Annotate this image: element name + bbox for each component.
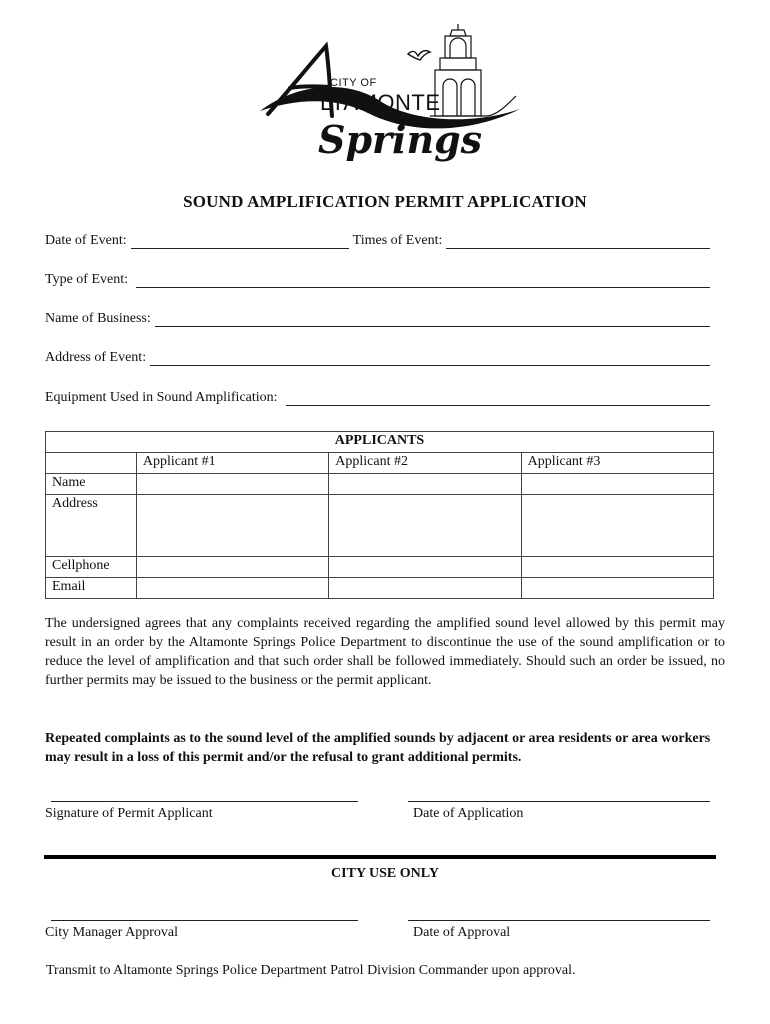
agreement-paragraph: The undersigned agrees that any complaints received regarding the amplified sound level allowed by this permit may result in an order by the Altamonte Springs Police Department to discontinue the use of the sound amplification or to reduce the level of amplification and that such order shall be followed immediately. Should such an order be issued, no further permits may be issued to the business or the permit applicant. [45,616,725,688]
applicant-1-address-cell[interactable] [136,495,328,557]
applicant-1-name-cell[interactable] [136,474,328,495]
name-of-business-row [45,311,710,327]
applicant-3-name-cell[interactable] [521,474,713,495]
applicant-3-email-cell[interactable] [521,578,713,599]
cellphone-row-label: Cellphone [46,557,137,578]
applicant-2-email-cell[interactable] [329,578,521,599]
type-of-event-field[interactable] [136,275,710,288]
address-of-event-field[interactable] [150,353,710,366]
applicant-2-address-cell[interactable] [329,495,521,557]
address-of-event-label: Address of Event: [45,350,147,365]
applicant-3-cellphone-cell[interactable] [521,557,713,578]
date-of-event-field[interactable] [131,236,349,249]
applicant-signature-label: Signature of Permit Applicant [45,806,213,821]
date-of-event-label: Date of Event: [45,233,127,248]
applicant-2-cellphone-cell[interactable] [329,557,521,578]
city-manager-approval-label: City Manager Approval [45,925,178,940]
table-row [46,474,714,495]
times-of-event-label: Times of Event: [352,233,443,248]
logo-city-of: CITY OF [330,77,377,89]
applicant-1-header: Applicant #1 [136,453,328,474]
section-divider [44,855,716,859]
equipment-row [45,390,710,406]
logo-springs: Springs [318,117,483,162]
type-of-event-label: Type of Event: [45,272,128,287]
event-date-row [45,233,710,249]
applicant-3-header: Applicant #3 [521,453,713,474]
applicant-1-cellphone-cell[interactable] [136,557,328,578]
times-of-event-field[interactable] [446,236,710,249]
application-date-label: Date of Application [413,806,524,821]
table-row [46,578,714,599]
applicant-1-email-cell[interactable] [136,578,328,599]
address-of-event-row [45,350,710,366]
name-row-label: Name [46,474,137,495]
city-use-heading: CITY USE ONLY [331,866,439,881]
table-row [46,557,714,578]
city-manager-approval-field[interactable] [51,919,358,921]
email-row-label: Email [46,578,137,599]
approval-date-label: Date of Approval [413,925,511,940]
applicant-2-header: Applicant #2 [329,453,521,474]
applicant-signature-field[interactable] [51,800,358,802]
address-row-label: Address [46,495,137,557]
warning-paragraph: Repeated complaints as to the sound level of the amplified sounds by adjacent or area residents or area workers may result in a loss of this permit and/or the refusal to grant additional permits. [45,731,711,765]
table-columns-row [46,453,714,474]
equipment-label: Equipment Used in Sound Amplification: [45,390,278,405]
bird-icon [408,51,430,60]
approval-date-field[interactable] [408,919,710,921]
applicant-3-address-cell[interactable] [521,495,713,557]
type-of-event-row [45,272,710,288]
name-of-business-field[interactable] [155,314,710,327]
table-header-row [46,432,714,453]
tower-icon [430,24,516,116]
city-logo [250,16,525,166]
equipment-field[interactable] [286,393,710,406]
applicant-2-name-cell[interactable] [329,474,521,495]
applicants-table [45,431,714,599]
name-of-business-label: Name of Business: [45,311,151,326]
logo-altamonte: LTAMONTE [320,90,441,115]
application-date-field[interactable] [408,800,710,802]
empty-corner-cell [46,453,137,474]
table-row [46,495,714,557]
transmit-note: Transmit to Altamonte Springs Police Department Patrol Division Commander upon approval. [46,963,576,978]
applicants-header: APPLICANTS [46,432,714,453]
form-title: SOUND AMPLIFICATION PERMIT APPLICATION [183,192,587,211]
